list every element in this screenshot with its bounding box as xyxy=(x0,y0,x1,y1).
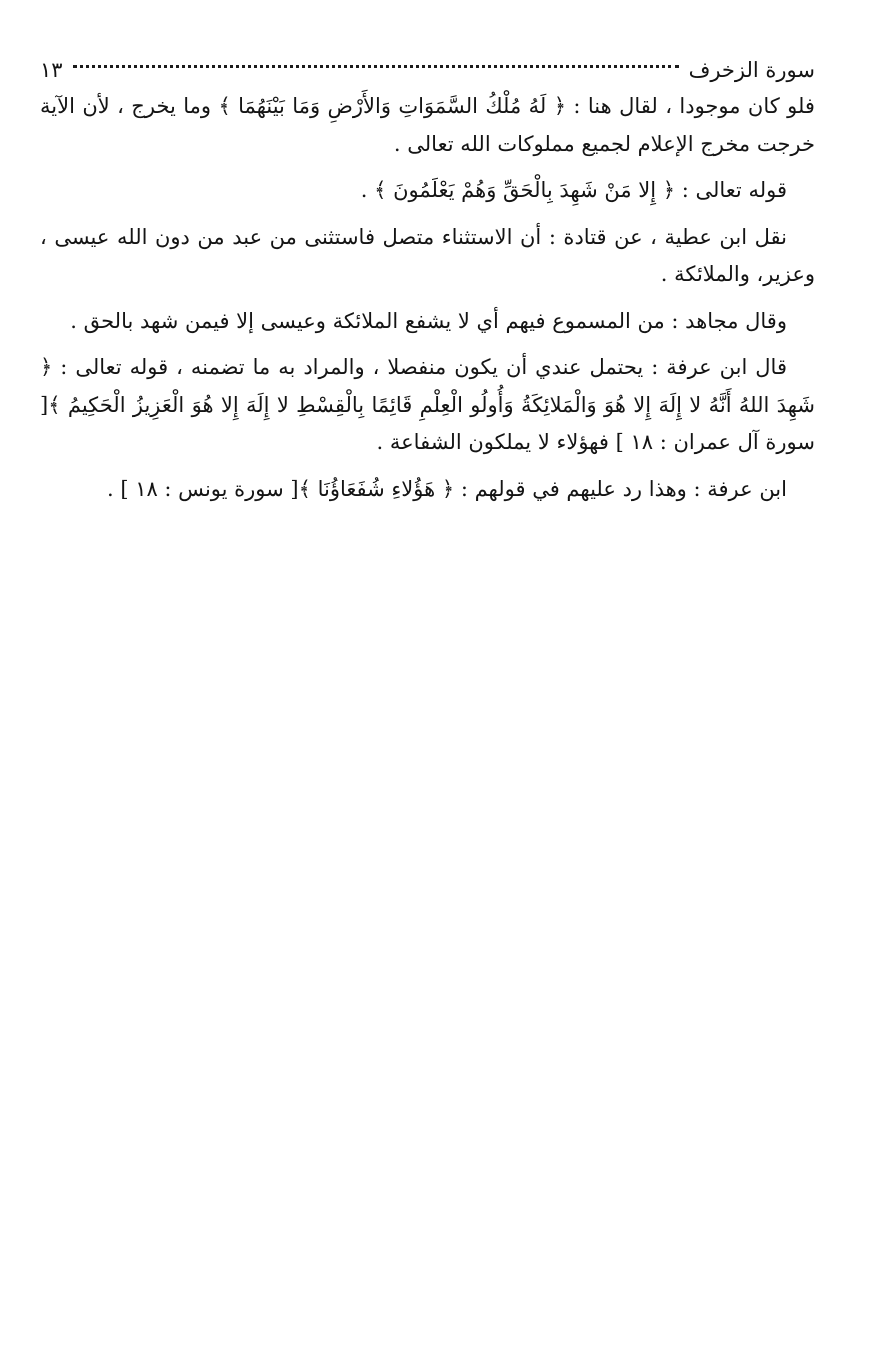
text-line: بالحق . xyxy=(70,308,134,333)
paragraph-1 xyxy=(40,88,815,163)
text-line: تعالى : ﴿ شَهِدَ اللهُ أَنَّهُ لا إِلَهَ إِلا هُوَ وَالْمَلائِكَةُ وَأُولُو الْعِلْمِ قَائِمًا بِالْقِسْطِ لا إِلَهَ إِلا هُوَ xyxy=(40,355,815,417)
text-line: لأن الآية خرجت مخرج الإعلام لجميع مملوكات الله تعالى . xyxy=(40,94,815,156)
text-line: فلو كان موجودا ، لقال هنا : ﴿ لَهُ مُلْكُ السَّمَوَاتِ وَالأَرْضِ وَمَا بَيْنَهُمَا ﴾ وما يخرج ، xyxy=(117,94,815,118)
text-line: عيسى ، وعزير، والملائكة . xyxy=(40,224,815,286)
paragraph-2 xyxy=(40,172,815,210)
running-header xyxy=(40,52,815,88)
dot-leader xyxy=(73,65,679,68)
text-line: وقال مجاهد : من المسموع فيهم أي لا يشفع الملائكة وعيسى إلا فيمن شهد xyxy=(140,308,787,333)
text-line: الْعَزِيزُ الْحَكِيمُ ﴾[ سورة آل عمران : ١٨ ] فهؤلاء لا يملكون الشفاعة . xyxy=(40,392,815,454)
paragraph-5 xyxy=(40,349,815,462)
body-text xyxy=(40,88,815,508)
text-line: قال ابن عرفة : يحتمل عندي أن يكون منفصلا ، والمراد به ما تضمنه ، قوله xyxy=(129,355,787,379)
text-line: قوله تعالى : ﴿ إِلا مَنْ شَهِدَ بِالْحَقِّ وَهُمْ يَعْلَمُونَ ﴾ . xyxy=(360,178,787,202)
paragraph-4 xyxy=(40,303,815,341)
text-line: ابن عرفة : وهذا رد عليهم في قولهم : ﴿ هَؤُلاءِ شُفَعَاؤُنَا ﴾[ سورة يونس : ١٨ ] . xyxy=(106,476,787,501)
paragraph-6 xyxy=(40,471,815,509)
surah-title: سورة الزخرف xyxy=(688,58,815,82)
paragraph-3 xyxy=(40,219,815,294)
page-number: ١٣ xyxy=(40,58,63,82)
text-line: نقل ابن عطية ، عن قتادة : أن الاستثناء متصل فاستثنى من عبد من دون الله xyxy=(116,224,787,249)
book-page xyxy=(40,52,815,508)
